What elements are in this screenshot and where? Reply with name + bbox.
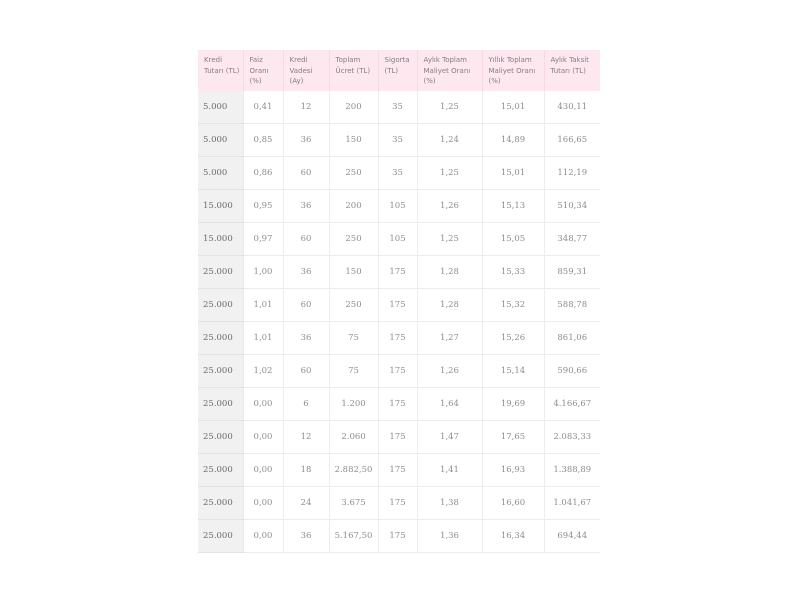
table-row bbox=[198, 321, 600, 354]
total-fee-cell: 200 bbox=[329, 91, 378, 124]
insurance-cell: 175 bbox=[378, 420, 417, 453]
loan-term-cell: 18 bbox=[283, 453, 329, 486]
interest-rate-cell: 0,85 bbox=[243, 123, 283, 156]
loan-amount-cell: 25.000 bbox=[198, 354, 243, 387]
loan-amount-cell: 25.000 bbox=[198, 255, 243, 288]
loan-amount-cell: 15.000 bbox=[198, 189, 243, 222]
loan-term-cell: 36 bbox=[283, 123, 329, 156]
annual-cost-rate-cell: 15,32 bbox=[482, 288, 544, 321]
total-fee-cell: 2.060 bbox=[329, 420, 378, 453]
header-loan-amount: Kredi Tutarı (TL) bbox=[198, 50, 243, 91]
insurance-cell: 175 bbox=[378, 486, 417, 519]
total-fee-cell: 200 bbox=[329, 189, 378, 222]
loan-amount-cell: 5.000 bbox=[198, 123, 243, 156]
loan-term-cell: 60 bbox=[283, 222, 329, 255]
annual-cost-rate-cell: 15,01 bbox=[482, 156, 544, 189]
monthly-installment-cell: 166,65 bbox=[544, 123, 600, 156]
total-fee-cell: 3.675 bbox=[329, 486, 378, 519]
monthly-cost-rate-cell: 1,28 bbox=[417, 288, 482, 321]
table-body bbox=[198, 91, 600, 553]
interest-rate-cell: 0,00 bbox=[243, 420, 283, 453]
loan-amount-cell: 5.000 bbox=[198, 91, 243, 124]
annual-cost-rate-cell: 15,33 bbox=[482, 255, 544, 288]
table-row bbox=[198, 486, 600, 519]
insurance-cell: 175 bbox=[378, 387, 417, 420]
table-row bbox=[198, 453, 600, 486]
interest-rate-cell: 0,86 bbox=[243, 156, 283, 189]
monthly-cost-rate-cell: 1,41 bbox=[417, 453, 482, 486]
monthly-cost-rate-cell: 1,36 bbox=[417, 519, 482, 552]
loan-term-cell: 36 bbox=[283, 189, 329, 222]
insurance-cell: 35 bbox=[378, 156, 417, 189]
monthly-installment-cell: 348,77 bbox=[544, 222, 600, 255]
header-monthly-total-cost-rate: Aylık Toplam Maliyet Oranı (%) bbox=[417, 50, 482, 91]
annual-cost-rate-cell: 16,93 bbox=[482, 453, 544, 486]
annual-cost-rate-cell: 14,89 bbox=[482, 123, 544, 156]
table-row bbox=[198, 288, 600, 321]
loan-term-cell: 60 bbox=[283, 156, 329, 189]
monthly-cost-rate-cell: 1,26 bbox=[417, 354, 482, 387]
loan-amount-cell: 5.000 bbox=[198, 156, 243, 189]
total-fee-cell: 150 bbox=[329, 123, 378, 156]
loan-term-cell: 12 bbox=[283, 91, 329, 124]
header-insurance: Sigorta (TL) bbox=[378, 50, 417, 91]
table-header-row bbox=[198, 50, 600, 91]
total-fee-cell: 1.200 bbox=[329, 387, 378, 420]
loan-amount-cell: 25.000 bbox=[198, 288, 243, 321]
monthly-installment-cell: 1.388,89 bbox=[544, 453, 600, 486]
monthly-cost-rate-cell: 1,24 bbox=[417, 123, 482, 156]
annual-cost-rate-cell: 15,01 bbox=[482, 91, 544, 124]
loan-table-container bbox=[198, 50, 600, 553]
monthly-cost-rate-cell: 1,28 bbox=[417, 255, 482, 288]
monthly-installment-cell: 112,19 bbox=[544, 156, 600, 189]
total-fee-cell: 150 bbox=[329, 255, 378, 288]
loan-amount-cell: 25.000 bbox=[198, 486, 243, 519]
interest-rate-cell: 1,00 bbox=[243, 255, 283, 288]
insurance-cell: 175 bbox=[378, 453, 417, 486]
annual-cost-rate-cell: 15,14 bbox=[482, 354, 544, 387]
monthly-cost-rate-cell: 1,27 bbox=[417, 321, 482, 354]
loan-term-cell: 36 bbox=[283, 321, 329, 354]
interest-rate-cell: 0,00 bbox=[243, 519, 283, 552]
loan-amount-cell: 25.000 bbox=[198, 321, 243, 354]
loan-amount-cell: 25.000 bbox=[198, 420, 243, 453]
total-fee-cell: 75 bbox=[329, 321, 378, 354]
interest-rate-cell: 0,95 bbox=[243, 189, 283, 222]
monthly-installment-cell: 694,44 bbox=[544, 519, 600, 552]
monthly-cost-rate-cell: 1,26 bbox=[417, 189, 482, 222]
insurance-cell: 175 bbox=[378, 255, 417, 288]
annual-cost-rate-cell: 19,69 bbox=[482, 387, 544, 420]
loan-term-cell: 12 bbox=[283, 420, 329, 453]
insurance-cell: 35 bbox=[378, 123, 417, 156]
monthly-cost-rate-cell: 1,64 bbox=[417, 387, 482, 420]
loan-term-cell: 24 bbox=[283, 486, 329, 519]
table-row bbox=[198, 519, 600, 552]
monthly-cost-rate-cell: 1,25 bbox=[417, 91, 482, 124]
header-monthly-installment: Aylık Taksit Tutarı (TL) bbox=[544, 50, 600, 91]
loan-amount-cell: 15.000 bbox=[198, 222, 243, 255]
monthly-installment-cell: 4.166,67 bbox=[544, 387, 600, 420]
annual-cost-rate-cell: 15,13 bbox=[482, 189, 544, 222]
interest-rate-cell: 0,00 bbox=[243, 453, 283, 486]
monthly-installment-cell: 859,31 bbox=[544, 255, 600, 288]
interest-rate-cell: 0,41 bbox=[243, 91, 283, 124]
interest-rate-cell: 0,00 bbox=[243, 486, 283, 519]
table-row bbox=[198, 354, 600, 387]
total-fee-cell: 250 bbox=[329, 156, 378, 189]
loan-amount-cell: 25.000 bbox=[198, 453, 243, 486]
table-row bbox=[198, 123, 600, 156]
table-row bbox=[198, 255, 600, 288]
insurance-cell: 175 bbox=[378, 354, 417, 387]
interest-rate-cell: 0,97 bbox=[243, 222, 283, 255]
insurance-cell: 105 bbox=[378, 222, 417, 255]
table-row bbox=[198, 222, 600, 255]
interest-rate-cell: 1,01 bbox=[243, 288, 283, 321]
interest-rate-cell: 1,02 bbox=[243, 354, 283, 387]
interest-rate-cell: 0,00 bbox=[243, 387, 283, 420]
monthly-installment-cell: 588,78 bbox=[544, 288, 600, 321]
loan-term-cell: 36 bbox=[283, 255, 329, 288]
insurance-cell: 35 bbox=[378, 91, 417, 124]
total-fee-cell: 5.167,50 bbox=[329, 519, 378, 552]
annual-cost-rate-cell: 17,65 bbox=[482, 420, 544, 453]
monthly-installment-cell: 2.083,33 bbox=[544, 420, 600, 453]
table-row bbox=[198, 189, 600, 222]
monthly-cost-rate-cell: 1,38 bbox=[417, 486, 482, 519]
loan-comparison-table bbox=[198, 50, 600, 553]
monthly-cost-rate-cell: 1,47 bbox=[417, 420, 482, 453]
table-row bbox=[198, 387, 600, 420]
loan-amount-cell: 25.000 bbox=[198, 519, 243, 552]
total-fee-cell: 250 bbox=[329, 288, 378, 321]
annual-cost-rate-cell: 15,26 bbox=[482, 321, 544, 354]
insurance-cell: 175 bbox=[378, 321, 417, 354]
interest-rate-cell: 1,01 bbox=[243, 321, 283, 354]
header-interest-rate: Faiz Oranı (%) bbox=[243, 50, 283, 91]
loan-term-cell: 6 bbox=[283, 387, 329, 420]
annual-cost-rate-cell: 16,60 bbox=[482, 486, 544, 519]
table-row bbox=[198, 156, 600, 189]
loan-term-cell: 36 bbox=[283, 519, 329, 552]
header-total-fee: Toplam Ücret (TL) bbox=[329, 50, 378, 91]
monthly-cost-rate-cell: 1,25 bbox=[417, 222, 482, 255]
annual-cost-rate-cell: 15,05 bbox=[482, 222, 544, 255]
monthly-installment-cell: 1.041,67 bbox=[544, 486, 600, 519]
monthly-installment-cell: 430,11 bbox=[544, 91, 600, 124]
total-fee-cell: 75 bbox=[329, 354, 378, 387]
table-row bbox=[198, 91, 600, 124]
loan-term-cell: 60 bbox=[283, 288, 329, 321]
annual-cost-rate-cell: 16,34 bbox=[482, 519, 544, 552]
monthly-installment-cell: 590,66 bbox=[544, 354, 600, 387]
insurance-cell: 175 bbox=[378, 288, 417, 321]
insurance-cell: 105 bbox=[378, 189, 417, 222]
insurance-cell: 175 bbox=[378, 519, 417, 552]
monthly-cost-rate-cell: 1,25 bbox=[417, 156, 482, 189]
header-loan-term: Kredi Vadesi (Ay) bbox=[283, 50, 329, 91]
total-fee-cell: 2.882,50 bbox=[329, 453, 378, 486]
header-annual-total-cost-rate: Yıllık Toplam Maliyet Oranı (%) bbox=[482, 50, 544, 91]
monthly-installment-cell: 861,06 bbox=[544, 321, 600, 354]
table-row bbox=[198, 420, 600, 453]
loan-amount-cell: 25.000 bbox=[198, 387, 243, 420]
monthly-installment-cell: 510,34 bbox=[544, 189, 600, 222]
loan-term-cell: 60 bbox=[283, 354, 329, 387]
total-fee-cell: 250 bbox=[329, 222, 378, 255]
